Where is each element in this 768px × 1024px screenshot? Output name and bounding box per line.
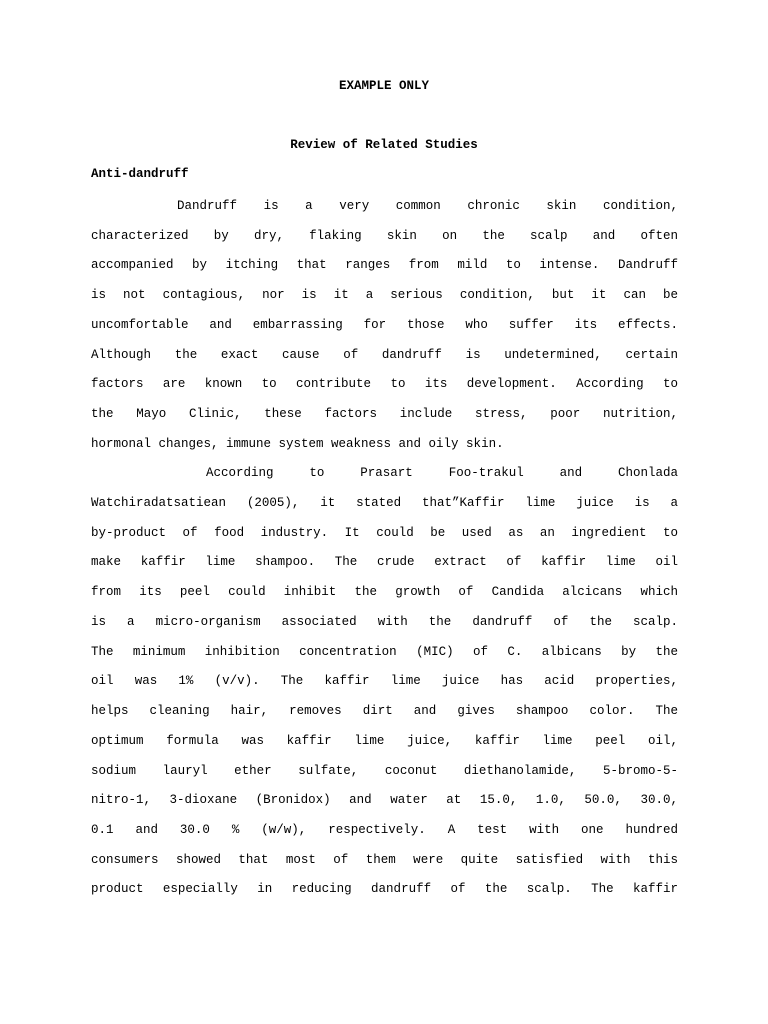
paragraph-1-line-5: uncomfortable and embarrassing for those who suffer its effects. — [91, 318, 678, 332]
page-title: Review of Related Studies — [290, 138, 478, 152]
section-heading: Anti-dandruff — [91, 167, 189, 181]
paragraph-2-line-12: nitro-1, 3-dioxane (Bronidox) and water at 15.0, 1.0, 50.0, 30.0, — [91, 793, 678, 807]
paragraph-1-line-7: factors are known to contribute to its development. According to — [91, 377, 678, 391]
example-only-label: EXAMPLE ONLY — [338, 79, 429, 93]
paragraph-2-line-15: product especially in reducing dandruff of the scalp. The kaffir — [91, 882, 678, 896]
paragraph-2-line-5: from its peel could inhibit the growth of Candida alcicans which — [91, 585, 678, 599]
paragraph-2-line-4: make kaffir lime shampoo. The crude extract of kaffir lime oil — [91, 555, 678, 569]
paragraph-2-line-6: is a micro-organism associated with the dandruff of the scalp. — [91, 615, 678, 629]
paragraph-2-line-7: The minimum inhibition concentration (MIC) of C. albicans by the — [91, 645, 678, 659]
paragraph-2-line-8: oil was 1% (v/v). The kaffir lime juice has acid properties, — [91, 674, 678, 688]
paragraph-2-line-2: Watchiradatsatiean (2005), it stated that”Kaffir lime juice is a — [91, 496, 678, 510]
paragraph-1-line-4: is not contagious, nor is it a serious condition, but it can be — [91, 288, 678, 302]
paragraph-1-line-1: Dandruff is a very common chronic skin condition, — [177, 199, 678, 213]
paragraph-2-line-13: 0.1 and 30.0 % (w/w), respectively. A test with one hundred — [91, 823, 678, 837]
paragraph-1-line-8: the Mayo Clinic, these factors include stress, poor nutrition, — [91, 407, 678, 421]
paragraph-2-line-11: sodium lauryl ether sulfate, coconut diethanolamide, 5-bromo-5- — [91, 764, 678, 778]
paragraph-1-line-9: hormonal changes, immune system weakness and oily skin. — [91, 437, 504, 451]
paragraph-2-line-9: helps cleaning hair, removes dirt and gives shampoo color. The — [91, 704, 678, 718]
paragraph-2-line-1: According to Prasart Foo-trakul and Chonlada — [206, 466, 678, 480]
paragraph-2-line-3: by-product of food industry. It could be used as an ingredient to — [91, 526, 678, 540]
paragraph-1-line-3: accompanied by itching that ranges from mild to intense. Dandruff — [91, 258, 678, 272]
paragraph-1-line-2: characterized by dry, flaking skin on the scalp and often — [91, 229, 678, 243]
paragraph-2-line-10: optimum formula was kaffir lime juice, kaffir lime peel oil, — [91, 734, 678, 748]
paragraph-1-line-6: Although the exact cause of dandruff is undetermined, certain — [91, 348, 678, 362]
paragraph-2-line-14: consumers showed that most of them were quite satisfied with this — [91, 853, 678, 867]
